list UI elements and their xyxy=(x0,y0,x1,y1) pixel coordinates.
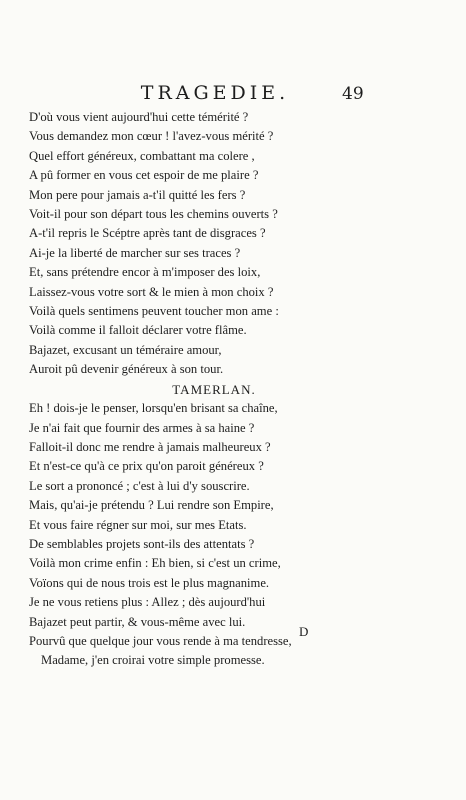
verse-line: Voilà quels sentimens peuvent toucher mon ame : xyxy=(29,304,279,319)
verse-line: Je n'ai fait que fournir des armes à sa haine ? xyxy=(29,420,255,435)
verse-line: Voit-il pour son départ tous les chemins ouverts ? xyxy=(29,207,278,222)
verse-line: Bajazet, excusant un téméraire amour, xyxy=(29,342,222,357)
page-number: 49 xyxy=(342,84,364,104)
verse-line: A pû former en vous cet espoir de me plaire ? xyxy=(29,168,259,183)
verse-line: Mon pere pour jamais a-t'il quitté les fers ? xyxy=(29,187,246,202)
verse-line: Le sort a prononcé ; c'est à lui d'y souscrire. xyxy=(29,478,250,493)
verse-line: De semblables projets sont-ils des attentats ? xyxy=(29,536,255,551)
verse-line: Falloit-il donc me rendre à jamais malheureux ? xyxy=(29,439,271,454)
verse-line: Et n'est-ce qu'à ce prix qu'on paroit généreux ? xyxy=(29,459,264,474)
speaker-name: TAMERLAN. xyxy=(172,381,256,397)
verse-text xyxy=(29,108,429,671)
running-title: TRAGEDIE. xyxy=(140,82,290,104)
verse-line: Madame, j'en croirai votre simple promesse. xyxy=(41,653,265,668)
verse-line: Eh ! dois-je le penser, lorsqu'en brisant sa chaîne, xyxy=(29,401,278,416)
verse-line: Auroit pû devenir généreux à son tour. xyxy=(29,362,224,377)
verse-line: Je ne vous retiens plus : Allez ; dès aujourd'hui xyxy=(29,595,266,610)
verse-line: Vous demandez mon cœur ! l'avez-vous mérité ? xyxy=(29,129,274,144)
verse-line: Laissez-vous votre sort & le mien à mon choix ? xyxy=(29,284,274,299)
verse-line: Et, sans prétendre encor à m'imposer des loix, xyxy=(29,265,261,280)
verse-line: Voïons qui de nous trois est le plus magnanime. xyxy=(29,575,270,590)
verse-line: A-t'il repris le Scéptre après tant de disgraces ? xyxy=(29,226,266,241)
verse-line: Voilà comme il falloit déclarer votre flâme. xyxy=(29,323,247,338)
verse-line: Pourvû que quelque jour vous rende à ma tendresse, xyxy=(29,633,292,648)
catchword: D xyxy=(299,624,309,639)
verse-line: Mais, qu'ai-je prétendu ? Lui rendre son Empire, xyxy=(29,498,274,513)
verse-line: Voilà mon crime enfin : Eh bien, si c'est un crime, xyxy=(29,556,281,571)
verse-line: Et vous faire régner sur moi, sur mes Etats. xyxy=(29,517,247,532)
verse-line: D'où vous vient aujourd'hui cette témérité ? xyxy=(29,110,249,124)
verse-line: Ai-je la liberté de marcher sur ses traces ? xyxy=(29,245,241,260)
verse-line: Bajazet peut partir, & vous-même avec lui. xyxy=(29,614,246,629)
verse-line: Quel effort généreux, combattant ma colere , xyxy=(29,148,255,163)
